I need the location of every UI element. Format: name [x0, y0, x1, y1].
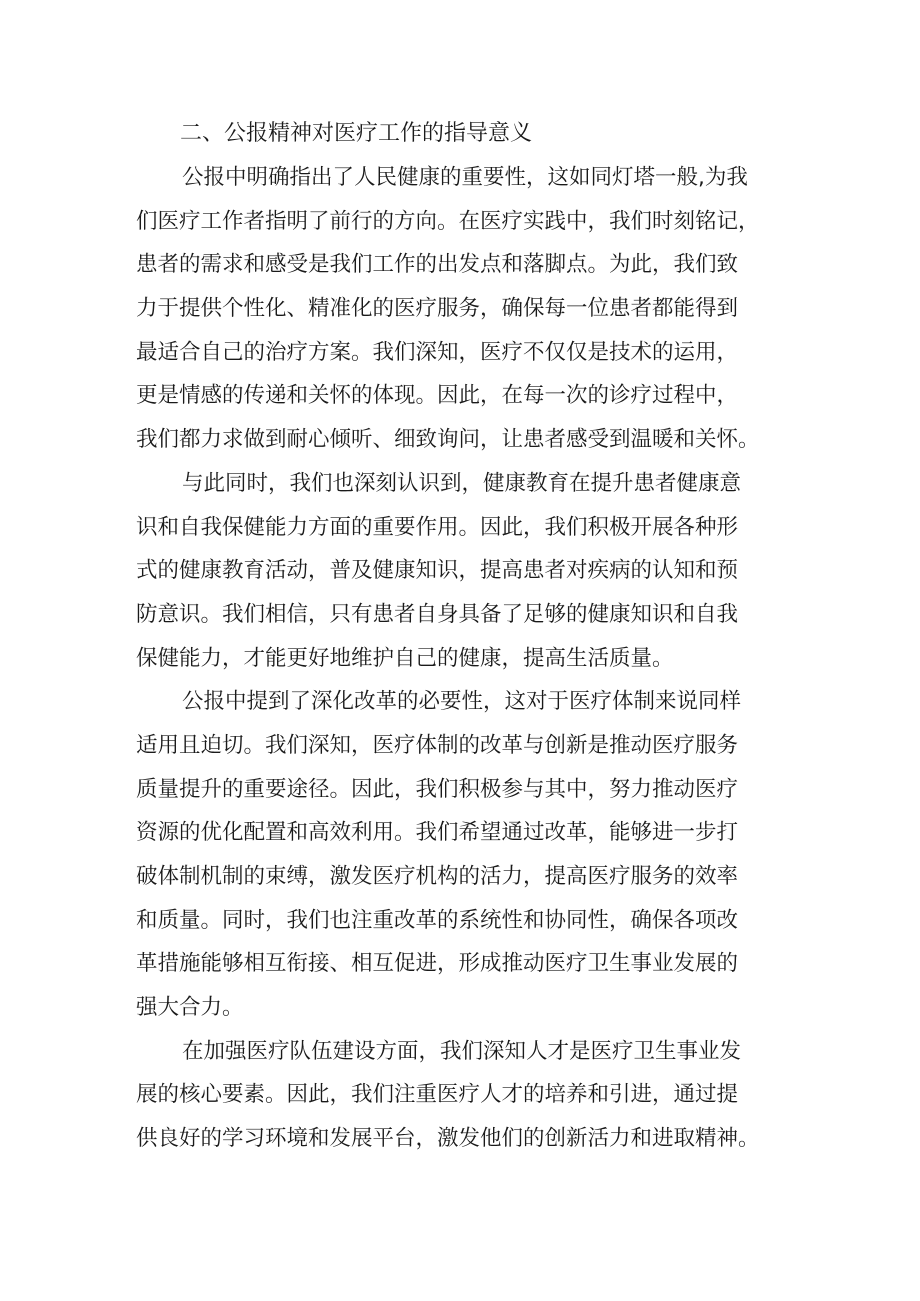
paragraph-line: 革措施能够相互衔接、相互促进，形成推动医疗卫生事业发展的 — [136, 951, 739, 977]
paragraph-line: 适用且迫切。我们深知，医疗体制的改革与创新是推动医疗服务 — [136, 732, 739, 758]
paragraph-line: 和质量。同时，我们也注重改革的系统性和协同性，确保各项改 — [136, 907, 739, 933]
paragraph-line: 与此同时，我们也深刻认识到，健康教育在提升患者健康意 — [182, 470, 742, 496]
paragraph-line: 识和自我保健能力方面的重要作用。因此，我们积极开展各种形 — [136, 514, 739, 540]
paragraph-health-education — [136, 462, 786, 680]
paragraph-line: 保健能力，才能更好地维护自己的健康，提高生活质量。 — [136, 645, 674, 671]
paragraph-line: 质量提升的重要途径。因此，我们积极参与其中，努力推动医疗 — [136, 776, 739, 802]
paragraph-line: 们医疗工作者指明了前行的方向。在医疗实践中，我们时刻铭记， — [136, 208, 760, 234]
paragraph-line: 式的健康教育活动，普及健康知识，提高患者对疾病的认知和预 — [136, 558, 739, 584]
paragraph-line: 患者的需求和感受是我们工作的出发点和落脚点。为此，我们致 — [136, 252, 739, 278]
paragraph-line: 展的核心要素。因此，我们注重医疗人才的培养和引进，通过提 — [136, 1082, 739, 1108]
paragraph-reform — [136, 680, 786, 1030]
paragraph-line: 公报中提到了深化改革的必要性，这对于医疗体制来说同样 — [182, 689, 742, 715]
paragraph-line: 最适合自己的治疗方案。我们深知，医疗不仅仅是技术的运用， — [136, 339, 739, 365]
paragraph-line: 破体制机制的束缚，激发医疗机构的活力，提高医疗服务的效率 — [136, 864, 739, 889]
document-body — [136, 112, 786, 1161]
paragraph-line: 更是情感的传递和关怀的体现。因此，在每一次的诊疗过程中， — [136, 383, 739, 409]
paragraph-health-importance — [136, 156, 786, 462]
paragraph-line: 防意识。我们相信，只有患者自身具备了足够的健康知识和自我 — [136, 601, 739, 627]
section-heading: 二、公报精神对医疗工作的指导意义 — [180, 121, 533, 146]
paragraph-line: 供良好的学习环境和发展平台，激发他们的创新活力和进取精神。 — [136, 1126, 760, 1152]
paragraph-line: 力于提供个性化、精准化的医疗服务，确保每一位患者都能得到 — [136, 296, 739, 322]
paragraph-line: 公报中明确指出了人民健康的重要性，这如同灯塔一般,为我 — [182, 165, 748, 190]
paragraph-line: 强大合力。 — [136, 995, 244, 1021]
paragraph-line: 在加强医疗队伍建设方面，我们深知人才是医疗卫生事业发 — [182, 1038, 742, 1064]
paragraph-team-building — [136, 1030, 786, 1161]
paragraph-line: 资源的优化配置和高效利用。我们希望通过改革，能够进一步打 — [136, 820, 739, 846]
paragraph-line: 我们都力求做到耐心倾听、细致询问，让患者感受到温暖和关怀。 — [136, 427, 760, 453]
